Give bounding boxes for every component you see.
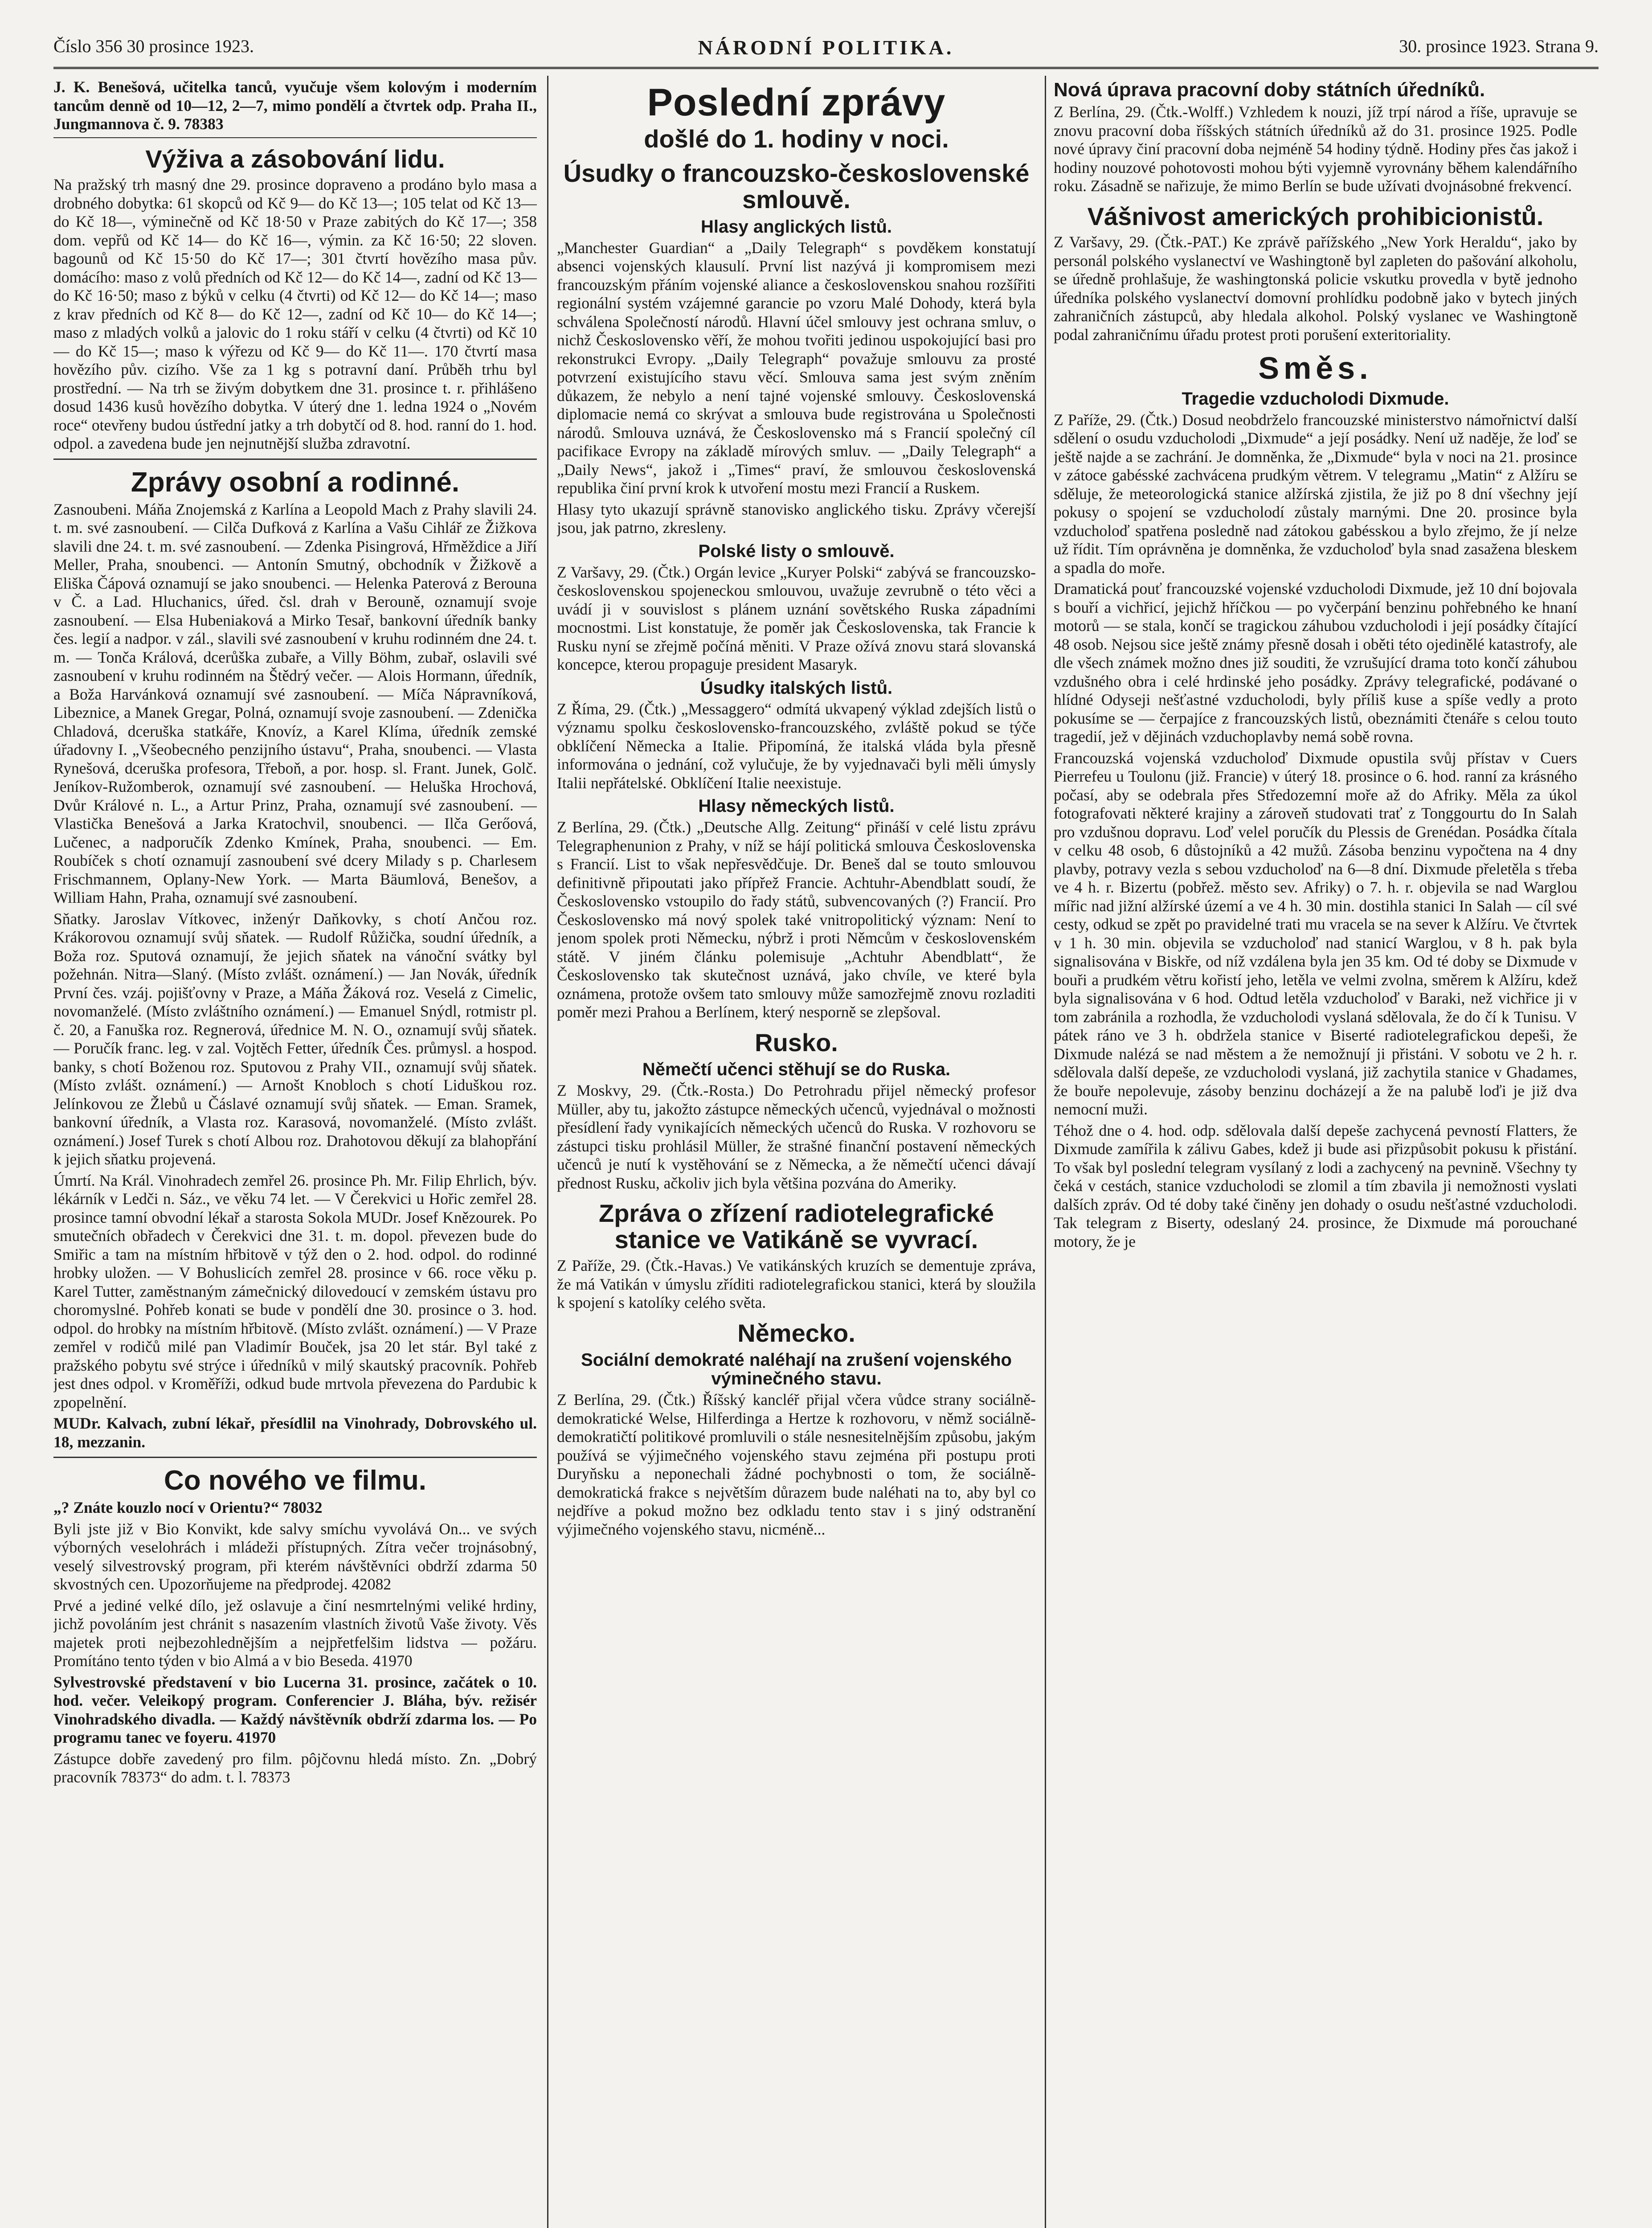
article-text: Francouzská vojenská vzducholoď Dixmude opustila svůj přístav v Cuers Pierrefeu u Toulonu (již. Francie) v úterý 18. prosince o 6. hod. ranní za krásného počasí, aby se odebrala přes Středozemní moře až do Afriky. Měla za úkol fotografovati některé krajiny a zároveň studovati trať z Tonggourtu do In Salah pro vzdušnou dopravu. Loď velel poručík du Plessis de Grenédan. Posádka čítala v celku 48 osob, 6 důstojníků a 42 mužů. Zásoba benzinu vypočtena na 4 dny plavby, potravy vezla s sebou vzducholoď na 6—8 dní. Dixmude přeletěla s třeba ve 4 h. r. Bizertu (pobřež. město sev. Afriky) o 7. h. r. objevila se nad Warglou mířic nad jižní alžírské území a ve 4 h. 30 min. dostihla stanici In Salah — cíl své cesty, odkud se zpět po pravidelné trati mu vracela se na sever k Alžíru. Ve čtvrtek v 1 h. 30 min. objevila se vzducholoď nad stanicí Warglou, v 8 h. pak byla signalisována v Biskře, od níž vzdálena byla jen 35 km. Od té doby se Dixmude v bouři a prudkém větru kořistí jeho, letěla ve velmi zvolna, směrem k Alžíru, kdež byla signalisována v 6 hod. Odtud letěla vzducholoď v Baraki, než vichřice ji v tom zabránila a rozhodla, že vzducholodi vyslaná sdělovala, že do čí k Tunisu. V pátek ráno ve 3 h. obdržela stanice v Biserté radiotelegrafickou depeši, že Dixmude nalézá se nad městem a že nemožnují ji přistáni. V sobotu ve 2 h. r. sdělovala další depeše, ze vzducholodi vyslaná, již zachytila stanice v Ghadames, že bouře nepolevuje, zásoby benzinu docházejí a že na palubě loďi je již dva nemocní muži.: [1054, 749, 1577, 1118]
article-title: Německo.: [737, 1319, 855, 1347]
article-text: „Manchester Guardian“ a „Daily Telegraph“ s povděkem konstatují absenci vojenských klausulí. První list nazývá ji kompromisem mezi francouzským přáním vojenské aliance a československou snahou rozšířiti regionální systém vzájemné garancie po vzoru Malé Dohody, která byla schválena Společností národů. Hlavní účel smlouvy jest ochrana smluv, o nichž Československo věří, že mohou tvořiti jedinou uspokojující basi pro rekonstrukci Evropy. „Daily Telegraph“ považuje smlouvu za prosté potvrzení existujícího stavu věcí. Smlouva sama jest svým zněním důkazem, že nebylo a není tajné vojenské smlouvy. Československá diplomacie nemá co skrývat a smlouva bude registrována u Společnosti národů. Smlouva uznává, že Československo má s Francií společný cíl pacifikace Evropy na základě mírových smluv. — „Daily Telegraph“ a „Daily News“, jakož i „Times“ praví, že smlouvou československá republika činí první krok k utvoření mostu mezi Francií a Ruskem.: [557, 238, 1036, 497]
article-text: Z Berlína, 29. (Čtk.) „Deutsche Allg. Zeitung“ přináší v celé listu zprávu Telegraphenunion z Prahy, v níž se hájí politická smlouva Československa s Francií. List to však nepřesvědčuje. Dr. Beneš dal se touto smlouvou definitivně připoutati jako přípřež Francie. Achtuhr-Abendblatt soudí, že Československo vstoupilo do řady států, subvencovaných (?) Francií. Pro Československo má nový spolek také vnitropolitický význam: Není to jenom spolek proti Německu, nýbrž i proti Němcům v československém státě. V jiném článku polemisuje „Achtuhr Abendblatt“, že Československo tak skutečnost uznává, jako chvíle, ve které byla oznámena, protože ovšem tato smlouvy může samozřejmě znovu rozladiti poměr mezi Prahou a Berlínem, který nesporně se zlepšoval.: [557, 818, 1036, 1021]
page-header: [53, 36, 1599, 67]
article-title: Úsudky o francouzsko-československé smlouvě.: [563, 159, 1030, 213]
article-text: Z Berlína, 29. (Čtk.) Říšský kancléř přijal včera vůdce strany sociálně-demokratické Welse, Hilferdinga a Hertze k rozhovoru, v němž sociálně-demokratičtí politikové promluvili o stále nesnesitelnějším způsobu, jakým používá se výjimečného vojenského stavu zejména při postupu proti Duryňsku a neponechali žádné pochybnosti o tom, že sociálně-demokratická frakce s největším důrazem bude naléhati na to, aby byl co nejdříve a pokud možno bez odkladu tento stav i s jiný odstranění výjimečného vojenského stavu, nicméně...: [557, 1391, 1036, 1538]
film-ad: „? Znáte kouzlo nocí v Orientu?“ 78032: [53, 1499, 323, 1517]
headline: Poslední zprávy: [647, 81, 946, 124]
film-ad: Zástupce dobře zavedený pro film. pôjčovnu hledá místo. Zn. „Dobrý pracovník 78373“ do adm. t. l. 78373: [53, 1749, 537, 1786]
article-text: Na pražský trh masný dne 29. prosince dopraveno a prodáno bylo masa a drobného dobytka: 61 skopců od Kč 9— do Kč 13—; 105 telat od Kč 13— do Kč 18—, výminečně od Kč 18·50 v Praze zabitých do Kč 17—; 358 dom. vepřů od Kč 14— do Kč 16—, výmin. za Kč 16·50; 22 sloven. bagounů od Kč 15·50 do Kč 17—; 301 čtvrtí hovězího masa pův. domácího: maso z volů předních od Kč 12— do Kč 14—, zadní od Kč 13— do Kč 16·50; maso z býků v celku (4 čtvrti) od Kč 12— do Kč 14—; maso z krav předních od Kč 8— do Kč 12—, zadní od Kč 10— do Kč 14—; maso z mladých volků a jalovic do 1 roku stáří v celku (4 čtvrti) od Kč 10— do Kč 15—; maso k výřezu od Kč 9— do Kč 11—. 170 čtvrtí masa hovězího pův. cizího. Vše za 1 kg s potravní daní. Průběh trhu byl prostřední. — Na trh se živým dobytkem dne 31. prosince t. r. přihlášeno dosud 1436 kusů hovězího dobytka. V úterý dne 1. ledna 1924 o „Novém roce“ otevřeny budou ústřední jatky a trh dobytčí od 8. hod. ranní do 1. hod. odpol. a zavedena bude jen nejnutnější služba zdravotní.: [53, 176, 537, 453]
section-title: Co nového ve filmu.: [164, 1465, 427, 1496]
column-left: [53, 78, 537, 2228]
article-text: Úmrtí. Na Král. Vinohradech zemřel 26. prosince Ph. Mr. Filip Ehrlich, býv. lékárník v Ledči n. Sáz., ve věku 74 let. — V Čerekvici u Hořic zemřel 28. prosince tamní obvodní lékař a starosta Sokola MUDr. Josef Knězourek. Po smutečních obřadech v Čerekvici dne 31. t. m. dopol. převezen bude do Smiřic a tam na místním hřbitově v týž den o 2. hod. odpol. do rodinné hrobky uložen. — V Bohuslicích zemřel 28. prosince v 66. roce věku p. Karel Tutter, zaměstnaným zámečnický dilovedoucí v zemském ústavu pro choromyslné. Pohřeb konati se bude v pondělí dne 30. prosince o 3. hod. odpol. do hrobky na místním hřbitově. (Místo zvlášt. oznámení.) — V Praze zemřel v rodičů milé pan Vladimír Bouček, jsa 20 let stár. Byl také z pražského pobytu své strýce i úředníků v milý skautský pracovník. Pohřeb jest dnes odpol. v Kroměříži, odkud bude mrtvola převezena do Pardubic k zpopelnění.: [53, 1171, 537, 1411]
section-title: Výživa a zásobování lidu.: [145, 144, 445, 173]
section-title: Zprávy osobní a rodinné.: [131, 467, 460, 498]
article-title: Rusko.: [755, 1028, 838, 1057]
article-subtitle: Tragedie vzducholodi Dixmude.: [1182, 389, 1449, 409]
masthead: NÁRODNÍ POLITIKA.: [698, 36, 954, 59]
article-text: Zasnoubeni. Máňa Znojemská z Karlína a Leopold Mach z Prahy slavili 24. t. m. své zasnoubení. — Cilča Dufková z Karlína a Vašu Cihlář ze Žižkova slavili dne 24. t. m. své zasnoubení. — Zdenka Pisingrová, Hřměždice a Jiří Meller, Praha, snoubenci. — Antonín Smutný, obchodník v Žižkově a Eliška Čápová oznamují se jako snoubenci. — Helenka Paterová z Berouna v Č. a Lad. Hluchanics, úřed. čsl. drah v Berouně, oznamují svoje zasnoubení. — Elsa Hubeniaková a Mirko Tesař, bankovní úředník banky čes. legií a nadpor. v zál., slavili své zasnoubení v kruhu rodinném dne 24. t. m. — Tonča Králová, dcerůška zubaře, a Villy Böhm, zubař, oslavili své zasnoubení v kruhu rodinném na Štědrý večer. — Alois Hormann, úředník, a Boža Harvánková oznamují své zasnoubení. — Míča Nápravníková, Libeznice, a Manek Gregar, Polná, oznamují svoje zasnoubení. — Zdenička Chladová, dceruška statkáře, Knovíz, a Karel Klíma, úředník zemské úřadovny I. „Všeobecného penzijního ústavu“, Praha, snoubenci. — Vlasta Rynešová, dceruška profesora, Třeboň, a por. hosp. sl. Frant. Junek, Golč. Jeníkov-Ružomberok, oznamují své zasnoubení. — Heluška Hrochová, Dvůr Králové n. L., a Artur Prinz, Praha, oznamují své zasnoubení. — Vlastička Benešová a Jarka Kratochvil, snoubenci. — Ilča Gerőová, Lučenec, a nadporučík Zdenko Kmínek, Praha, snoubenci. — Em. Roubíček s chotí oznamují zasnoubení své dcery Milady s p. Charlesem Frischmannem, Oplany-New York. — Marta Bäumlová, Benešov, a William Hahn, Praha, oznamují své zasnoubení.: [53, 500, 537, 907]
article-text: Téhož dne o 4. hod. odp. sdělovala další depeše zachycená pevností Flatters, že Dixmude zamířila k zálivu Gabes, kdež ji bude asi přizpůsobit pokusu k přistání. To však byl poslední telegram vysílaný z lodi a zachycený na pevnině. Všechny ty čeká v cestách, stanice vzducholodi se zlomil a tím zbavila ji nemožnosti vyslati dalších zpráv. Od té doby také činěny jen dohady o osudu nešťastné vzducholodi. Tak telegram z Biserty, odeslaný 24. prosince, že Dixmude má porouchané motory, že je: [1054, 1121, 1577, 1250]
article-text: Z Berlína, 29. (Čtk.-Wolff.) Vzhledem k nouzi, jíž trpí národ a říše, upravuje se znovu pracovní doba říšských státních úředníků až do 31. prosince 1925. Podle nové úpravy činí pracovní doba nejméně 54 hodiny týdně. Hodiny přes čas jakož i hodiny nouzové pohotovosti mohou býti vyjemně vyrovnány během kalendářního roku. Zásadně se nařizuje, že mimo Berlín se bude užívati dvojnásobné frekvencí.: [1054, 103, 1577, 195]
article-title: Zpráva o zřízení radiotelegrafické stanice ve Vatikáně se vyvrací.: [599, 1199, 994, 1254]
article-subtitle: Polské listy o smlouvě.: [698, 541, 895, 561]
article-text: Sňatky. Jaroslav Vítkovec, inženýr Daňkovky, s chotí Ančou roz. Krákorovou oznamují svůj sňatek. — Rudolf Růžička, soudní úředník, a Boža roz. Sputová oznamují, že jejich sňatek na vánoční svátky byl požehnán. Nitra—Slaný. (Místo zvlášt. oznámení.) — Jan Novák, úředník První čes. vzáj. pojišťovny v Praze, a Máňa Žáková roz. Veselá z Cimelic, novomanželé. (Místo zvláštního oznámení.) — Emanuel Snýdl, rotmistr pl. č. 20, a Fanuška roz. Regnerová, úřednice M. N. O., oznamují svůj sňatek. — Poručík franc. leg. v zal. Vojtěch Fetter, úředník Čes. průmysl. a hospod. banky, s chotí Boženou roz. Sputovou z Prahy VII., oznamují svůj sňatek. (Místo zvlášt. oznámení.) — Arnošt Knobloch s chotí Liduškou roz. Jelínkovou ze Žlebů u Čáslavé oznamují svůj sňatek. — Eman. Sramek, bankovní úředník, a Vlasta roz. Karasová, novomanželé. (Místo zvlášt. oznámení.) Josef Turek s chotí Albou roz. Drahotovou děkují za blahopřání k jejich sňatku projevená.: [53, 909, 537, 1168]
header-rule: [53, 67, 1599, 69]
column-divider: [547, 76, 548, 2228]
film-ad: Sylvestrovské představení v bio Lucerna 31. prosince, začátek o 10. hod. večer. Veleikopý program. Conferencier J. Bláha, býv. režisér Vinohradského divadla. — Každý návštěvník obdrží zdarma los. — Po programu tanec ve foyeru. 41970: [53, 1673, 537, 1747]
headline-sub: došlé do 1. hodiny v noci.: [644, 125, 949, 153]
article-title: Nová úprava pracovní doby státních úředníků.: [1054, 79, 1485, 101]
divider: [53, 459, 537, 460]
column-divider: [1045, 76, 1046, 2228]
article-text: Z Varšavy, 29. (Čtk.-PAT.) Ke zprávě pařížského „New York Heraldu“, jako by personál polského vyslanectví ve Washingtoně byl zapleten do pašování alkoholu, se úředně prohlašuje, že washingtonská policie vskutku provedla v bytě jednoho úředníka polského vyslanectví domovní prohlídku podobně jako v bytech jiných zahraničních zástupců, aby hledala alkohol. Polský vyslanec ve Washingtoně podal zahraničnímu úřadu protest proti porušení exteritoriality.: [1054, 233, 1577, 344]
article-text: Z Paříže, 29. (Čtk.) Dosud neobdrželo francouzské ministerstvo námořnictví další sdělení o osudu vzducholodi „Dixmude“ a její posádky. Není už naděje, že loď se ještě najde a se zachrání. Je domněnka, že „Dixmude“ byla v noci na 21. prosince v zátoce gabésské zachvácena prudkým větrem. V telegramu „Matin“ z Alžíru se sděluje, že meteorologická stanice alžírská zjistila, že již po 8 dní všechny její pokusy o spojení se vzducholodí zůstaly marnými. Dne 20. prosince byla vzducholoď spatřena posledně nad zátokou gabésskou a bylo zřejmo, že jí nelze už řídit. Tím oprávněna je domněnka, že vzducholoď byla snad zasažena bleskem a spadla do moře.: [1054, 410, 1577, 577]
article-title: Vášnivost amerických prohibicionistů.: [1087, 202, 1544, 230]
article-subtitle: Němečtí učenci stěhují se do Ruska.: [642, 1060, 951, 1080]
article-text: Z Paříže, 29. (Čtk.-Havas.) Ve vatikánských kruzích se dementuje zpráva, že má Vatikán v úmyslu zříditi radiotelegrafickou stanici, která by sloužila k spojení s katolíky celého světa.: [557, 1257, 1036, 1312]
issue-date: Číslo 356 30 prosince 1923.: [53, 36, 254, 56]
article-text: Z Moskvy, 29. (Čtk.-Rosta.) Do Petrohradu přijel německý profesor Müller, aby tu, jakožto zástupce německých učenců, vyjednával o možnosti přesídlení řady vynikajících německých učenců do Ruska. V rozhovoru se zástupci tisku prohlásil Müller, že strašné finanční postavení německých učenců je nutí k vystěhování se z Německa, a že němečtí učenci dávají přednost Rusku, ačkoliv jich byla většina pozvána do Ameriky.: [557, 1081, 1036, 1192]
article-text: Hlasy tyto ukazují správně stanovisko anglického tisku. Zprávy včerejší jsou, jak patrno, zkresleny.: [557, 500, 1036, 537]
column-middle: [557, 78, 1036, 2228]
article-text: Z Říma, 29. (Čtk.) „Messaggero“ odmítá ukvapený výklad zdejších listů o významu spolku československo-francouzského, zvláště pokud se týče obklíčení Německa a Italie. Připomíná, že italská vláda byla přesně informována o jednání, což vylučuje, že by vyjednavači byli měli úmysly Italii nepřátelské. Obklíčení Italie neexistuje.: [557, 700, 1036, 792]
page-number: 30. prosince 1923. Strana 9.: [1399, 36, 1599, 56]
film-ad: Byli jste již v Bio Konvikt, kde salvy smíchu vyvolává On... ve svých výborných veselohrách i mládeži přístupných. Zítra večer trojnásobný, veselý silvestrovský program, při kterém návštěvníci obdrží zdarma 50 skvostných cen. Upozorňujeme na předprodej. 42082: [53, 1519, 537, 1593]
dentist-notice: MUDr. Kalvach, zubní lékař, přesídlil na Vinohrady, Dobrovského ul. 18, mezzanin.: [53, 1414, 537, 1451]
article-text: Dramatická pouť francouzské vojenské vzducholodi Dixmude, jež 10 dní bojovala s bouří a vichřicí, jejichž hříčkou — po vyčerpání benzinu pohřebného ke hnaní motorů — se stala, končí se tragickou záhubou vzducholodi i její posádky čítající 48 osob. Nejsou sice ještě známy přesně dosah i oběti této ojedinělé katastrofy, ale dle všech známek možno dnes již souditi, že vzrušující drama toto končí záhubou vzdušného obra i celé hrdinské jeho posádky. Zprávy telegrafické, podávané o hlídné Odyseji nešťastné vzducholodi, byly příliš kuse a spíše vedly a proto pokusíme se — čerpajíce z francouzských listů, obeznámiti čtenáře s celou touto tragedií, jež v dějinách vzduchoplavby nemá sobě rovna.: [1054, 580, 1577, 746]
film-ad: Prvé a jediné velké dílo, jež oslavuje a činí nesmrtelnými veliké hrdiny, jichž povoláním jest chránit s nasazením vlastních životů Vaše životy. Věs majetek proti nejbezohlednějším a nejpřetfelšim lidstva — požáru. Promítáno tento týden v bio Almá a v bio Beseda. 41970: [53, 1596, 537, 1670]
divider: [53, 1457, 537, 1458]
section-title: Směs.: [1258, 351, 1373, 386]
article-subtitle: Úsudky italských listů.: [700, 678, 893, 698]
article-subtitle: Hlasy anglických listů.: [700, 217, 892, 237]
article-subtitle: Hlasy německých listů.: [698, 796, 895, 816]
article-text: Z Varšavy, 29. (Čtk.) Orgán levice „Kuryer Polski“ zabývá se francouzsko-československou spojeneckou smlouvou, uvažuje zevrubně o této věci a uvádí ji v souvislost s plánem uznání sovětského Ruska západními mocnostmi. List konstatuje, že poměr jak Československa, tak Francie k Rusku nyní se zřejmě počíná měniti. V Praze ožívá znovu stará slovanská koncepce, kterou propaguje president Masaryk.: [557, 563, 1036, 674]
article-subtitle: Sociální demokraté naléhají na zrušení vojenského výminečného stavu.: [581, 1350, 1012, 1389]
dance-teacher-ad: J. K. Benešová, učitelka tanců, vyučuje všem kolovým i moderním tancům denně od 10—12, 2—7, mimo pondělí a čtvrtek odp. Praha II., Jungmannova č. 9. 78383: [53, 78, 537, 138]
column-right: [1054, 78, 1577, 2228]
